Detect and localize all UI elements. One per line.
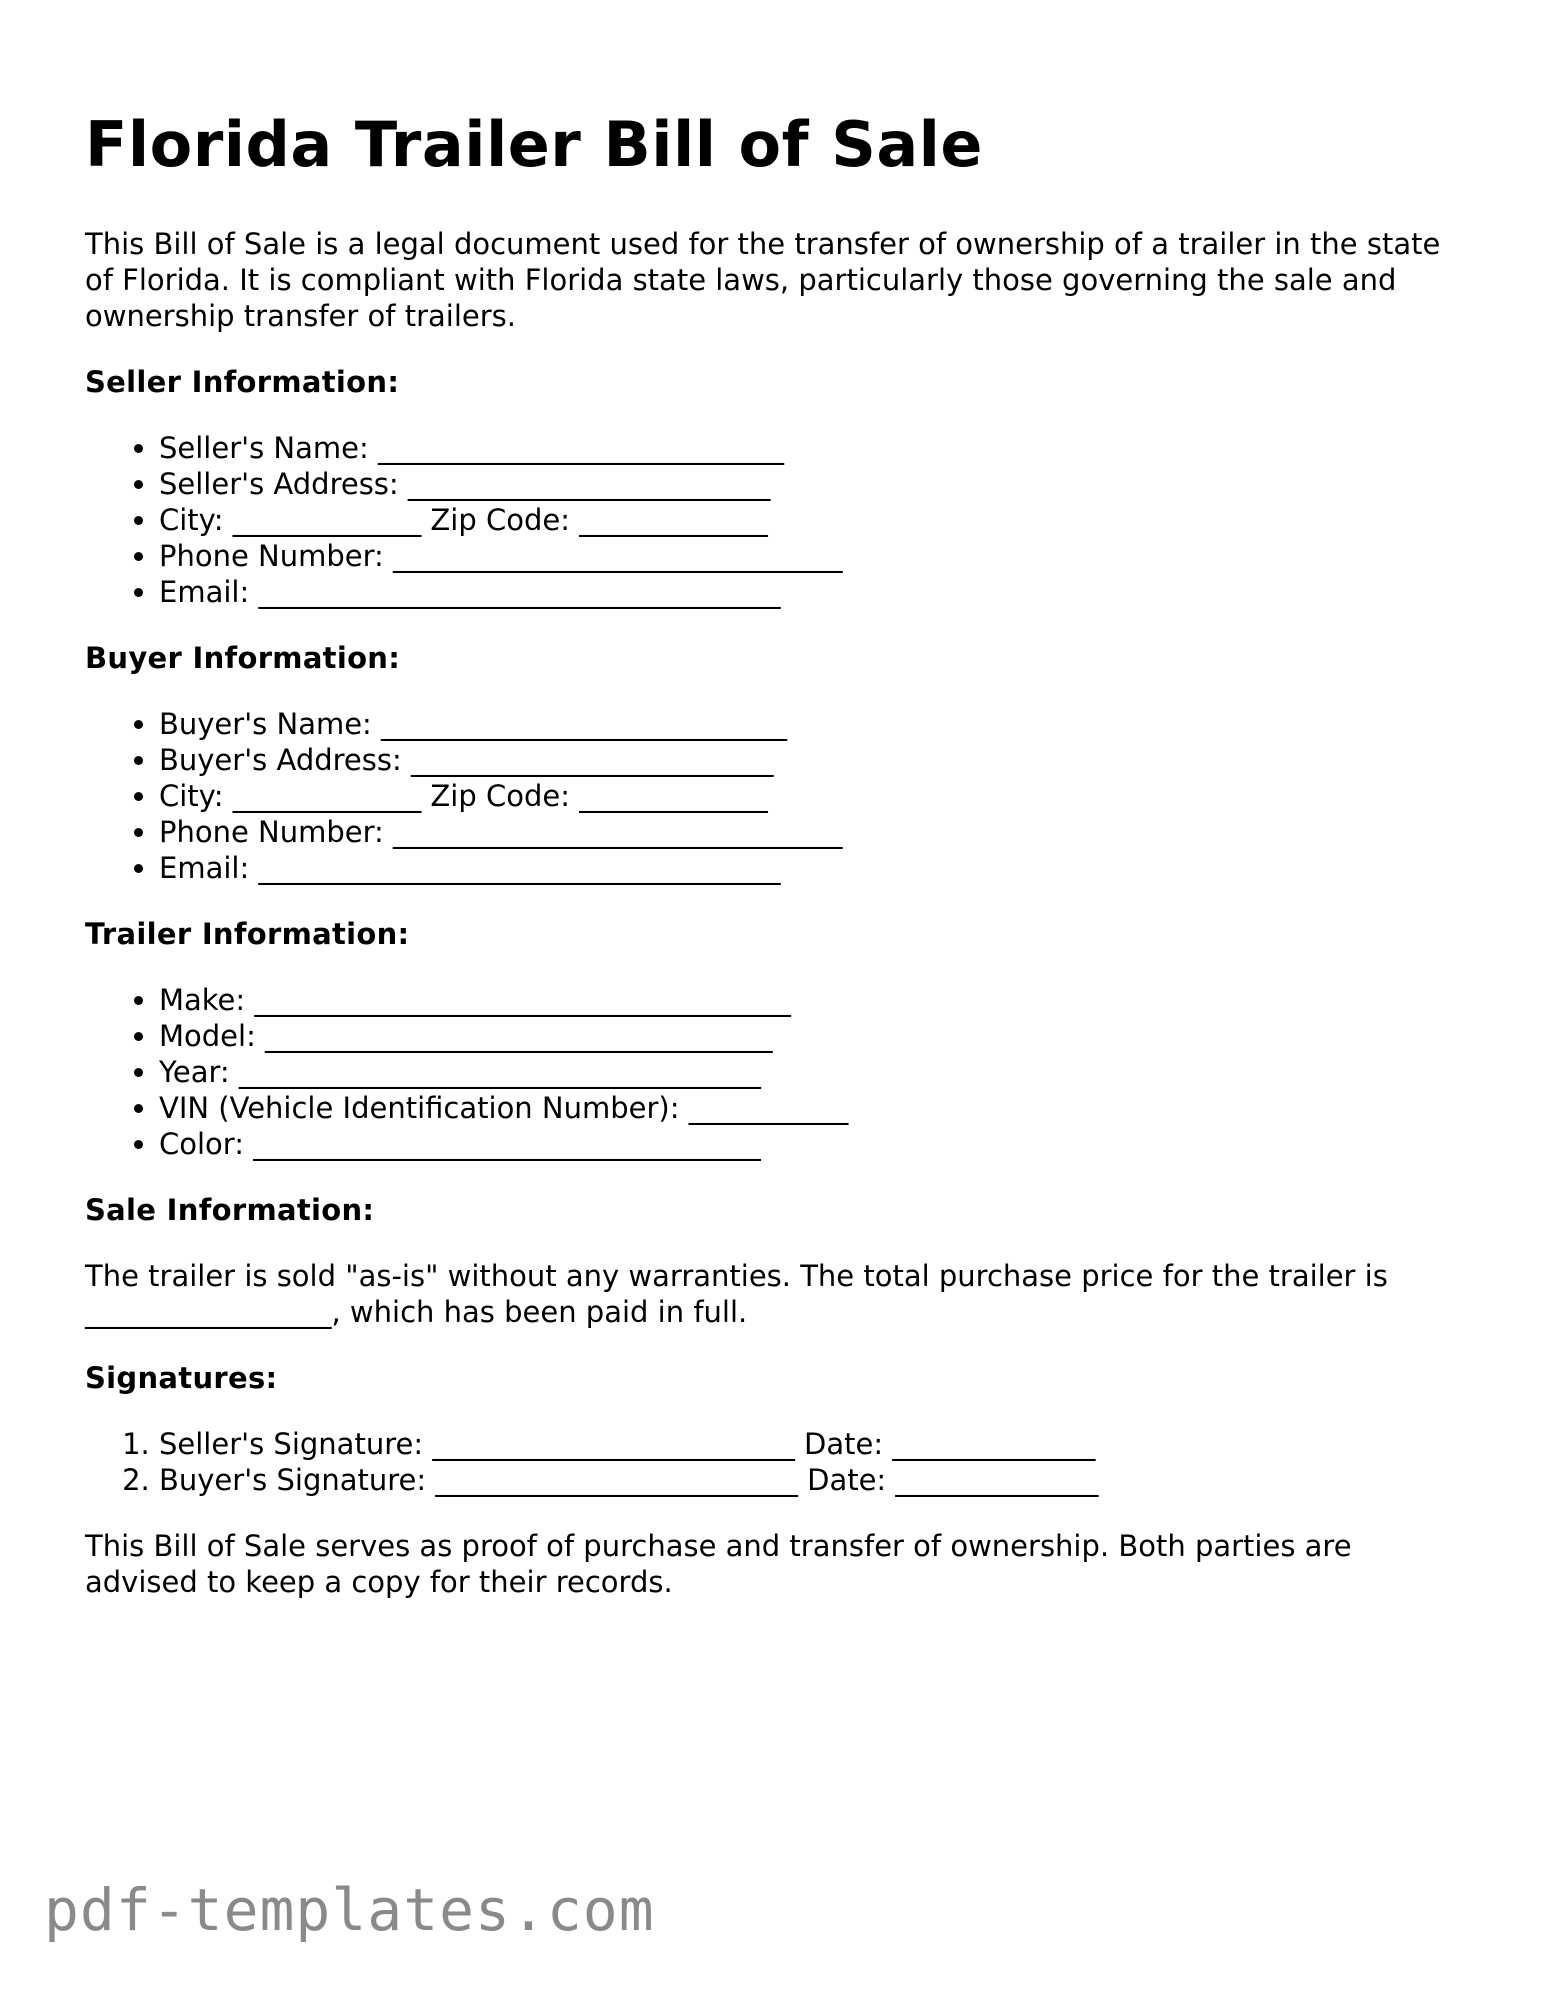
seller-signature-field: 1. Seller's Signature: _________________________ Date: ______________ (159, 1426, 1465, 1462)
trailer-year-field: • Year: ____________________________________ (159, 1054, 1465, 1090)
seller-email-field: • Email: ____________________________________ (159, 574, 1465, 610)
seller-address-field: • Seller's Address: _________________________ (159, 466, 1465, 502)
seller-name-field: • Seller's Name: ____________________________ (159, 430, 1465, 466)
signature-list (85, 1426, 1465, 1498)
sale-paragraph: The trailer is sold "as-is" without any warranties. The total purchase price for the trailer is _________________, which has been paid in full. (85, 1259, 1388, 1329)
seller-field-list (85, 430, 1465, 610)
seller-heading: Seller Information: (85, 365, 400, 399)
trailer-model-field: • Model: ___________________________________ (159, 1018, 1465, 1054)
intro-paragraph: This Bill of Sale is a legal document used for the transfer of ownership of a trailer in the state of Florida. It is compliant with Florida state laws, particularly those governing the sale and ownership transfer of trailers. (85, 227, 1441, 333)
buyer-address-field: • Buyer's Address: _________________________ (159, 742, 1465, 778)
buyer-name-field: • Buyer's Name: ____________________________ (159, 706, 1465, 742)
seller-city-zip-field: • City: _____________ Zip Code: _____________ (159, 502, 1465, 538)
page-title: Florida Trailer Bill of Sale (85, 108, 983, 181)
buyer-city-zip-field: • City: _____________ Zip Code: _____________ (159, 778, 1465, 814)
buyer-field-list (85, 706, 1465, 886)
trailer-color-field: • Color: ___________________________________ (159, 1126, 1465, 1162)
signatures-heading: Signatures: (85, 1361, 278, 1395)
buyer-signature-field: 2. Buyer's Signature: _________________________ Date: ______________ (159, 1462, 1465, 1498)
sale-heading: Sale Information: (85, 1193, 375, 1227)
trailer-heading: Trailer Information: (85, 917, 410, 951)
trailer-vin-field: • VIN (Vehicle Identification Number): ___________ (159, 1090, 1465, 1126)
buyer-email-field: • Email: ____________________________________ (159, 850, 1465, 886)
document-page (85, 108, 1465, 1630)
closing-paragraph: This Bill of Sale serves as proof of purchase and transfer of ownership. Both parties are advised to keep a copy for their records. (85, 1529, 1352, 1599)
trailer-field-list (85, 982, 1465, 1162)
buyer-phone-field: • Phone Number: _______________________________ (159, 814, 1465, 850)
trailer-make-field: • Make: _____________________________________ (159, 982, 1465, 1018)
seller-phone-field: • Phone Number: _______________________________ (159, 538, 1465, 574)
buyer-heading: Buyer Information: (85, 641, 401, 675)
watermark: pdf-templates.com (44, 1876, 655, 1944)
